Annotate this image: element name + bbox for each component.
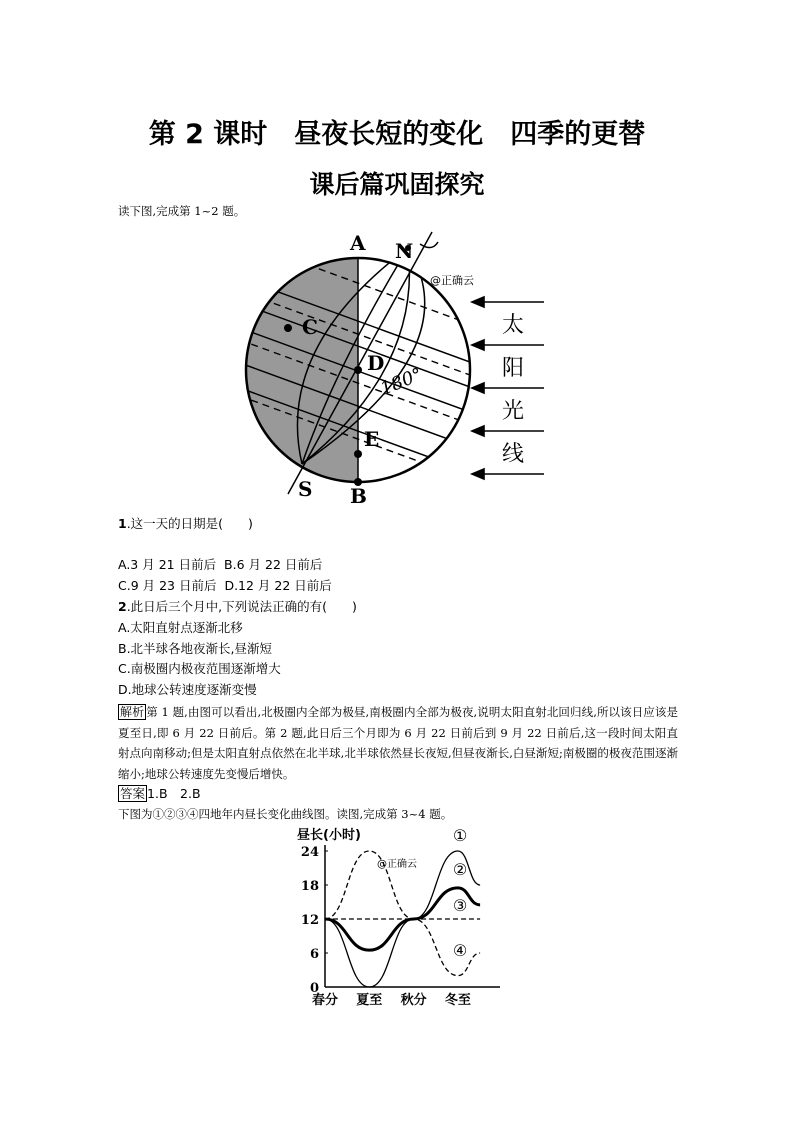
sunlight-char: 光 xyxy=(502,399,525,424)
series-label: ① xyxy=(452,826,468,845)
q1-options-row-2 xyxy=(118,578,332,594)
sunlight-char: 太 xyxy=(502,313,525,338)
y-tick-label: 12 xyxy=(300,913,319,928)
globe-diagram xyxy=(240,228,570,513)
label-e: E xyxy=(364,427,380,451)
label-deg: 180° xyxy=(377,364,426,400)
watermark: @正确云 xyxy=(377,859,417,870)
q1-options-row-1 xyxy=(118,557,322,573)
option-a[interactable]: A.太阳直射点逐渐北移 xyxy=(118,620,243,635)
y-tick-label: 0 xyxy=(309,981,319,996)
label-s: S xyxy=(298,477,313,501)
question-1 xyxy=(118,516,253,532)
label-a: A xyxy=(350,231,366,255)
series-label: ③ xyxy=(452,896,468,915)
page-subtitle: 课后篇巩固探究 xyxy=(309,170,485,199)
y-tick-label: 6 xyxy=(309,947,319,962)
x-tick-label: 春分 xyxy=(311,993,339,1008)
label-b: B xyxy=(350,484,367,508)
sunlight-char: 线 xyxy=(502,442,525,467)
analysis-text: 第 1 题,由图可以看出,北极圈内全部为极昼,南极圈内全部为极夜,说明太阳直射北回归线,所以该日应该是夏至日,即 6 月 22 日前后。第 2 题,此日后三个月即为 6 月 22 日前后到 9 月 22 日前后,这一段时间太阳直射点向南移动;但是太阳直射点依然在北半球,北半球依然昼长夜短,但昼夜渐长,白昼渐短;南极圈的极夜范围逐渐缩小;地球公转速度先变慢后增快。 xyxy=(118,705,678,781)
option-d[interactable]: D.12 月 22 日前后 xyxy=(224,578,332,593)
analysis-label: 解析 xyxy=(120,705,145,719)
day-length-chart xyxy=(285,825,515,1015)
sunlight-arrowhead xyxy=(472,426,484,436)
sunlight-arrowhead xyxy=(472,297,484,307)
question-number: 2 xyxy=(118,599,127,614)
option-b[interactable]: B.北半球各地夜渐长,昼渐短 xyxy=(118,641,273,656)
question-2 xyxy=(118,599,357,615)
sunlight-arrowhead xyxy=(472,469,484,479)
point-c xyxy=(284,324,292,332)
y-tick-label: 24 xyxy=(300,845,319,860)
y-tick-label: 18 xyxy=(300,879,319,894)
label-c: C xyxy=(302,315,318,339)
series-label: ② xyxy=(452,860,468,879)
y-axis-label: 昼长(小时) xyxy=(297,828,361,843)
sunlight-char: 阳 xyxy=(502,356,525,381)
x-tick-label: 冬至 xyxy=(444,993,471,1008)
point-d xyxy=(354,366,362,374)
answer-row xyxy=(118,786,201,802)
answer-text: 1.B 2.B xyxy=(147,786,201,801)
question-number: 1 xyxy=(118,516,127,531)
x-tick-label: 秋分 xyxy=(400,993,427,1008)
label-d: D xyxy=(367,351,385,375)
watermark: @正确云 xyxy=(430,274,474,287)
page-title: 第 2 课时 昼夜长短的变化 四季的更替 xyxy=(148,119,646,150)
sunlight-arrowhead xyxy=(472,383,484,393)
answer-label: 答案 xyxy=(120,786,146,801)
point-e xyxy=(354,450,362,458)
intro-q1-2: 读下图,完成第 1~2 题。 xyxy=(118,204,246,218)
option-c[interactable]: C.南极圈内极夜范围逐渐增大 xyxy=(118,661,281,676)
option-a[interactable]: A.3 月 21 日前后 xyxy=(118,557,217,572)
option-b[interactable]: B.6 月 22 日前后 xyxy=(224,557,323,572)
series-label: ④ xyxy=(452,941,468,960)
x-tick-label: 夏至 xyxy=(356,993,383,1008)
rotation-arrow-icon xyxy=(420,242,438,248)
option-c[interactable]: C.9 月 23 日前后 xyxy=(118,578,217,593)
intro-q3-4: 下图为①②③④四地年内昼长变化曲线图。读图,完成第 3~4 题。 xyxy=(118,807,453,821)
option-d[interactable]: D.地球公转速度逐渐变慢 xyxy=(118,682,257,697)
question-text: .这一天的日期是( ) xyxy=(126,516,253,531)
analysis-block xyxy=(118,702,678,784)
sunlight-arrowhead xyxy=(472,340,484,350)
label-n: N xyxy=(395,239,414,263)
question-text: .此日后三个月中,下列说法正确的有( ) xyxy=(126,599,357,614)
